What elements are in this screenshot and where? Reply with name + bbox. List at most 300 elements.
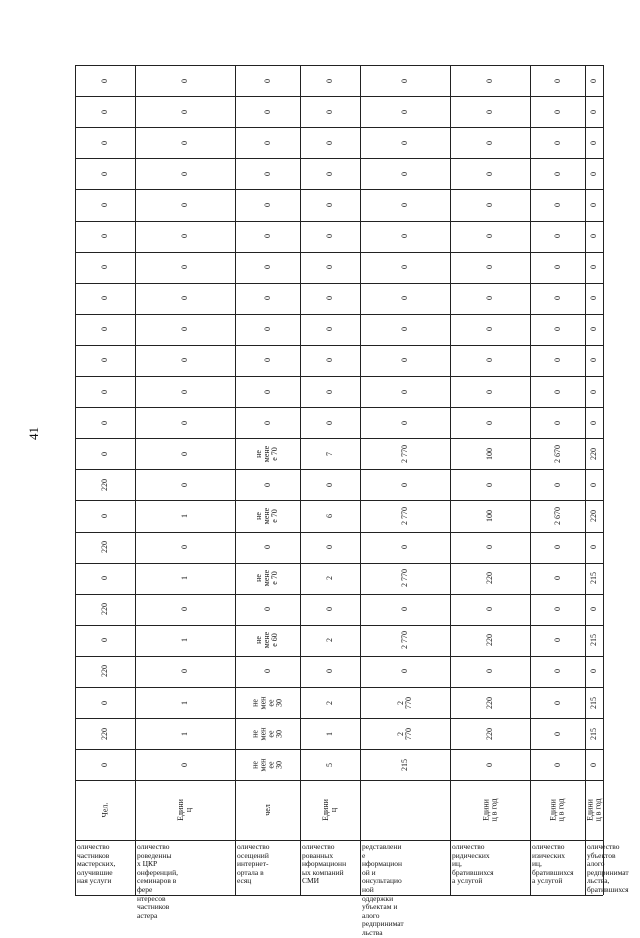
cell-value: 0 — [325, 607, 334, 612]
cell-value: 220 — [100, 665, 109, 678]
cell-value: 0 — [552, 358, 562, 363]
cell-value: не мен ее 30 — [250, 758, 284, 772]
cell-value: 0 — [589, 545, 598, 550]
cell-value: 0 — [325, 202, 334, 207]
table-cell — [235, 189, 300, 220]
unit-text: чел — [262, 804, 272, 816]
cell-value: 0 — [325, 482, 334, 487]
cell-value: 0 — [400, 482, 409, 487]
table-cell — [235, 283, 300, 314]
cell-value: 0 — [485, 482, 494, 487]
cell-value: 1 — [180, 731, 189, 736]
table-cell — [235, 221, 300, 252]
cell-value: 0 — [262, 265, 272, 270]
unit-text: Едини ц в год — [480, 798, 498, 822]
cell-value: 0 — [100, 296, 109, 301]
cell-value: 0 — [552, 171, 562, 176]
table-cell — [135, 283, 235, 314]
cell-value: 0 — [552, 296, 562, 301]
table-cell — [530, 687, 585, 718]
table-cell — [530, 594, 585, 625]
table-cell — [75, 438, 135, 469]
cell-value: 0 — [262, 669, 272, 674]
table-cell — [585, 345, 603, 376]
table-cell — [450, 221, 530, 252]
cell-value: 0 — [589, 762, 598, 767]
cell-value: 0 — [180, 171, 189, 176]
table-cell — [235, 718, 300, 749]
table-cell — [450, 283, 530, 314]
cell-value: 0 — [589, 265, 598, 270]
cell-value: 0 — [325, 327, 334, 332]
table-cell — [360, 345, 450, 376]
table-cell — [135, 469, 235, 500]
cell-value: 1 — [180, 638, 189, 643]
table-cell — [450, 438, 530, 469]
cell-value: 0 — [552, 607, 562, 612]
table-cell — [530, 158, 585, 189]
unit-cell — [135, 780, 235, 840]
cell-value: 0 — [262, 171, 272, 176]
table-cell — [585, 158, 603, 189]
table-cell — [585, 221, 603, 252]
row-label: оличество изических иц, братившихся а услугой — [532, 842, 574, 886]
cell-value: 0 — [325, 669, 334, 674]
table-cell — [585, 563, 603, 594]
table-cell — [135, 65, 235, 96]
cell-value: 0 — [262, 327, 272, 332]
cell-value: 2 670 — [552, 444, 562, 463]
table-cell — [530, 221, 585, 252]
table-cell — [360, 687, 450, 718]
table-cell — [300, 718, 360, 749]
table-cell — [585, 656, 603, 687]
table-cell — [450, 563, 530, 594]
grid-col-line — [603, 65, 604, 895]
cell-value: 0 — [180, 109, 189, 114]
table-cell — [75, 283, 135, 314]
table-cell — [75, 158, 135, 189]
table-cell — [235, 438, 300, 469]
table-cell — [300, 749, 360, 780]
cell-value: 0 — [552, 78, 562, 83]
unit-cell — [300, 780, 360, 840]
table-cell — [450, 500, 530, 531]
row-label: оличество рованных нформационн ых компаний СМИ — [302, 842, 347, 886]
cell-value: 0 — [400, 202, 409, 207]
cell-value: 0 — [180, 389, 189, 394]
cell-value: 0 — [262, 607, 272, 612]
table-cell — [235, 407, 300, 438]
table-cell — [235, 376, 300, 407]
table-cell — [235, 127, 300, 158]
cell-value: 0 — [552, 482, 562, 487]
table-cell — [450, 687, 530, 718]
cell-value: 0 — [552, 731, 562, 736]
cell-value: 0 — [485, 420, 494, 425]
cell-value: 0 — [325, 265, 334, 270]
cell-value: не мене е 70 — [254, 569, 280, 587]
cell-value: 0 — [552, 700, 562, 705]
cell-value: 0 — [485, 265, 494, 270]
table-cell — [450, 252, 530, 283]
cell-value: 0 — [400, 234, 409, 239]
cell-value: 0 — [262, 420, 272, 425]
table-cell — [360, 500, 450, 531]
cell-value: 0 — [552, 109, 562, 114]
table-cell — [300, 687, 360, 718]
table-cell — [585, 252, 603, 283]
cell-value: 215 — [589, 727, 598, 740]
table-cell — [135, 563, 235, 594]
cell-value: 0 — [589, 140, 598, 145]
row-label: редставлени е нформацион ой и онсультацио ной оддержки убъектам и алого редпринимат льства — [362, 842, 404, 937]
table-cell — [450, 189, 530, 220]
unit-cell — [450, 780, 530, 840]
cell-value: 2 770 — [400, 444, 409, 463]
table-cell — [235, 749, 300, 780]
table-cell — [235, 625, 300, 656]
table-cell — [300, 656, 360, 687]
table-cell — [360, 407, 450, 438]
cell-value: 0 — [262, 78, 272, 83]
table-cell — [235, 656, 300, 687]
table-cell — [360, 314, 450, 345]
cell-value: не мен ее 30 — [250, 696, 284, 709]
cell-value: 0 — [552, 140, 562, 145]
table-cell — [235, 345, 300, 376]
cell-value: 0 — [100, 140, 109, 145]
cell-value: 0 — [589, 482, 598, 487]
table-cell — [75, 749, 135, 780]
table-cell — [530, 625, 585, 656]
cell-value: 0 — [589, 78, 598, 83]
table-cell — [235, 532, 300, 563]
cell-value: 0 — [180, 202, 189, 207]
cell-value: не мене е 70 — [254, 507, 280, 525]
table-cell — [585, 594, 603, 625]
cell-value: 220 — [485, 727, 494, 740]
table-cell — [300, 127, 360, 158]
table-cell — [235, 500, 300, 531]
row-label: оличество убъектов алого редпринимат льства, братившихся — [587, 842, 629, 894]
cell-value: 0 — [485, 296, 494, 301]
cell-value: 0 — [485, 109, 494, 114]
table-cell — [135, 594, 235, 625]
table-cell — [135, 314, 235, 345]
cell-value: 215 — [400, 758, 409, 771]
cell-value: 0 — [180, 78, 189, 83]
table-cell — [530, 500, 585, 531]
table-cell — [360, 376, 450, 407]
table-cell — [360, 252, 450, 283]
table-cell — [450, 749, 530, 780]
table-cell — [360, 749, 450, 780]
cell-value: 0 — [100, 389, 109, 394]
cell-value: 100 — [485, 509, 494, 522]
table-cell — [450, 718, 530, 749]
table-cell — [585, 96, 603, 127]
table-cell — [530, 407, 585, 438]
cell-value: 0 — [262, 545, 272, 550]
table-cell — [530, 438, 585, 469]
cell-value: 2 770 — [396, 727, 413, 740]
table-cell — [75, 625, 135, 656]
table-cell — [300, 376, 360, 407]
cell-value: 0 — [400, 389, 409, 394]
table-cell — [300, 252, 360, 283]
cell-value: не мене е 70 — [254, 445, 280, 462]
table-cell — [450, 469, 530, 500]
cell-value: 0 — [100, 700, 109, 705]
cell-value: 0 — [485, 78, 494, 83]
cell-value: 0 — [100, 202, 109, 207]
table-cell — [360, 469, 450, 500]
table-cell — [360, 127, 450, 158]
table-cell — [530, 252, 585, 283]
table-cell — [75, 718, 135, 749]
cell-value: 220 — [100, 478, 109, 491]
cell-value: 0 — [325, 78, 334, 83]
cell-value: 0 — [180, 420, 189, 425]
table-cell — [135, 656, 235, 687]
table-cell — [585, 749, 603, 780]
table-cell — [360, 65, 450, 96]
cell-value: 0 — [325, 389, 334, 394]
table-cell — [300, 594, 360, 625]
table-cell — [585, 65, 603, 96]
table-cell — [360, 625, 450, 656]
cell-value: 0 — [400, 669, 409, 674]
cell-value: 0 — [589, 327, 598, 332]
cell-value: 0 — [485, 140, 494, 145]
table-cell — [530, 65, 585, 96]
cell-value: 0 — [400, 607, 409, 612]
cell-value: 0 — [100, 451, 109, 456]
table-cell — [135, 189, 235, 220]
cell-value: 0 — [400, 171, 409, 176]
table-cell — [360, 532, 450, 563]
table-cell — [300, 189, 360, 220]
table-cell — [235, 314, 300, 345]
table-cell — [75, 376, 135, 407]
cell-value: 0 — [100, 358, 109, 363]
cell-value: 215 — [589, 634, 598, 647]
cell-value: 220 — [485, 696, 494, 709]
cell-value: 0 — [589, 420, 598, 425]
cell-value: 0 — [325, 109, 334, 114]
table-cell — [235, 469, 300, 500]
table-cell — [75, 500, 135, 531]
cell-value: 0 — [325, 140, 334, 145]
table-cell — [530, 749, 585, 780]
cell-value: 0 — [485, 607, 494, 612]
cell-value: 0 — [485, 327, 494, 332]
cell-value: 0 — [400, 296, 409, 301]
table-cell — [135, 500, 235, 531]
cell-value: 220 — [100, 603, 109, 616]
table-cell — [530, 314, 585, 345]
cell-value: 0 — [552, 420, 562, 425]
cell-value: 0 — [552, 389, 562, 394]
row-label: оличество частников мастерских, олучившие ная услуги — [77, 842, 116, 886]
table-cell — [75, 656, 135, 687]
table-cell — [360, 563, 450, 594]
table-cell — [300, 532, 360, 563]
cell-value: 2 — [325, 700, 334, 705]
cell-value: 0 — [552, 545, 562, 550]
table-cell — [75, 221, 135, 252]
cell-value: 0 — [485, 762, 494, 767]
cell-value: 0 — [262, 389, 272, 394]
cell-value: 5 — [325, 762, 334, 767]
cell-value: 0 — [400, 78, 409, 83]
cell-value: 0 — [400, 140, 409, 145]
table-cell — [300, 314, 360, 345]
table-cell — [135, 345, 235, 376]
cell-value: 0 — [589, 358, 598, 363]
page-number: 41 — [26, 427, 41, 440]
table-cell — [135, 221, 235, 252]
table-cell — [450, 127, 530, 158]
cell-value: 0 — [100, 171, 109, 176]
table-cell — [235, 252, 300, 283]
table-cell — [300, 96, 360, 127]
table-cell — [585, 532, 603, 563]
table-cell — [450, 625, 530, 656]
cell-value: 2 770 — [400, 631, 409, 650]
cell-value: 0 — [400, 358, 409, 363]
table-cell — [530, 283, 585, 314]
table-cell — [530, 345, 585, 376]
table-cell — [135, 376, 235, 407]
table-cell — [450, 594, 530, 625]
row-label: оличество ридических иц, братившихся а услугой — [452, 842, 494, 886]
table-cell — [135, 252, 235, 283]
cell-value: 0 — [485, 234, 494, 239]
cell-value: 0 — [262, 234, 272, 239]
table-cell — [75, 563, 135, 594]
unit-text: Едини ц — [176, 799, 193, 821]
cell-value: 0 — [180, 482, 189, 487]
cell-value: 1 — [180, 576, 189, 581]
table-cell — [450, 656, 530, 687]
table-cell — [75, 345, 135, 376]
cell-value: 0 — [552, 669, 562, 674]
cell-value: 2 — [325, 638, 334, 643]
table-cell — [360, 438, 450, 469]
cell-value: 0 — [552, 202, 562, 207]
table-cell — [530, 718, 585, 749]
row-label: оличество осещений интернет- ортала в есяц — [237, 842, 270, 886]
unit-text: Едини ц в год — [548, 798, 566, 822]
cell-value: 0 — [180, 607, 189, 612]
table-cell — [300, 407, 360, 438]
table-cell — [450, 532, 530, 563]
cell-value: не мен ее 30 — [250, 727, 284, 741]
unit-cell — [235, 780, 300, 840]
cell-value: 1 — [180, 513, 189, 518]
table-cell — [135, 532, 235, 563]
table-cell — [235, 96, 300, 127]
cell-value: 0 — [589, 234, 598, 239]
table-cell — [300, 221, 360, 252]
table-cell — [450, 345, 530, 376]
table-cell — [75, 127, 135, 158]
cell-value: 0 — [400, 545, 409, 550]
cell-value: 0 — [325, 545, 334, 550]
unit-cell — [360, 780, 450, 840]
table-cell — [360, 718, 450, 749]
cell-value: 0 — [589, 669, 598, 674]
table-cell — [300, 500, 360, 531]
table-cell — [235, 563, 300, 594]
cell-value: 0 — [180, 545, 189, 550]
cell-value: 0 — [100, 762, 109, 767]
table-cell — [75, 532, 135, 563]
cell-value: 0 — [100, 638, 109, 643]
cell-value: 0 — [180, 358, 189, 363]
grid-row-line — [75, 840, 603, 841]
table-cell — [75, 594, 135, 625]
cell-value: 0 — [552, 327, 562, 332]
cell-value: 0 — [262, 482, 272, 487]
unit-text: Едини ц в год — [585, 798, 603, 822]
cell-value: 0 — [180, 762, 189, 767]
cell-value: 0 — [262, 109, 272, 114]
table-cell — [235, 65, 300, 96]
cell-value: 0 — [485, 389, 494, 394]
cell-value: 0 — [400, 265, 409, 270]
table-cell — [300, 438, 360, 469]
table-cell — [300, 65, 360, 96]
unit-cell — [530, 780, 585, 840]
cell-value: 0 — [180, 451, 189, 456]
table-cell — [300, 158, 360, 189]
table-cell — [585, 283, 603, 314]
cell-value: 0 — [485, 171, 494, 176]
cell-value: 0 — [180, 140, 189, 145]
cell-value: 0 — [180, 669, 189, 674]
table-cell — [450, 407, 530, 438]
cell-value: 0 — [552, 638, 562, 643]
table-cell — [530, 96, 585, 127]
cell-value: 215 — [589, 572, 598, 585]
cell-value: 220 — [100, 727, 109, 740]
table-cell — [75, 314, 135, 345]
table-cell — [135, 407, 235, 438]
cell-value: 0 — [589, 389, 598, 394]
cell-value: 2 670 — [552, 506, 562, 525]
table-cell — [530, 469, 585, 500]
cell-value: 0 — [400, 420, 409, 425]
cell-value: 215 — [589, 696, 598, 709]
table-cell — [135, 438, 235, 469]
table-cell — [585, 625, 603, 656]
table-cell — [585, 438, 603, 469]
cell-value: 0 — [400, 327, 409, 332]
table-cell — [135, 749, 235, 780]
cell-value: 0 — [262, 296, 272, 301]
table-cell — [75, 687, 135, 718]
cell-value: 0 — [262, 358, 272, 363]
table-cell — [360, 594, 450, 625]
cell-value: 6 — [325, 513, 334, 518]
table-cell — [135, 96, 235, 127]
cell-value: 0 — [589, 202, 598, 207]
table-cell — [585, 189, 603, 220]
table-cell — [300, 345, 360, 376]
